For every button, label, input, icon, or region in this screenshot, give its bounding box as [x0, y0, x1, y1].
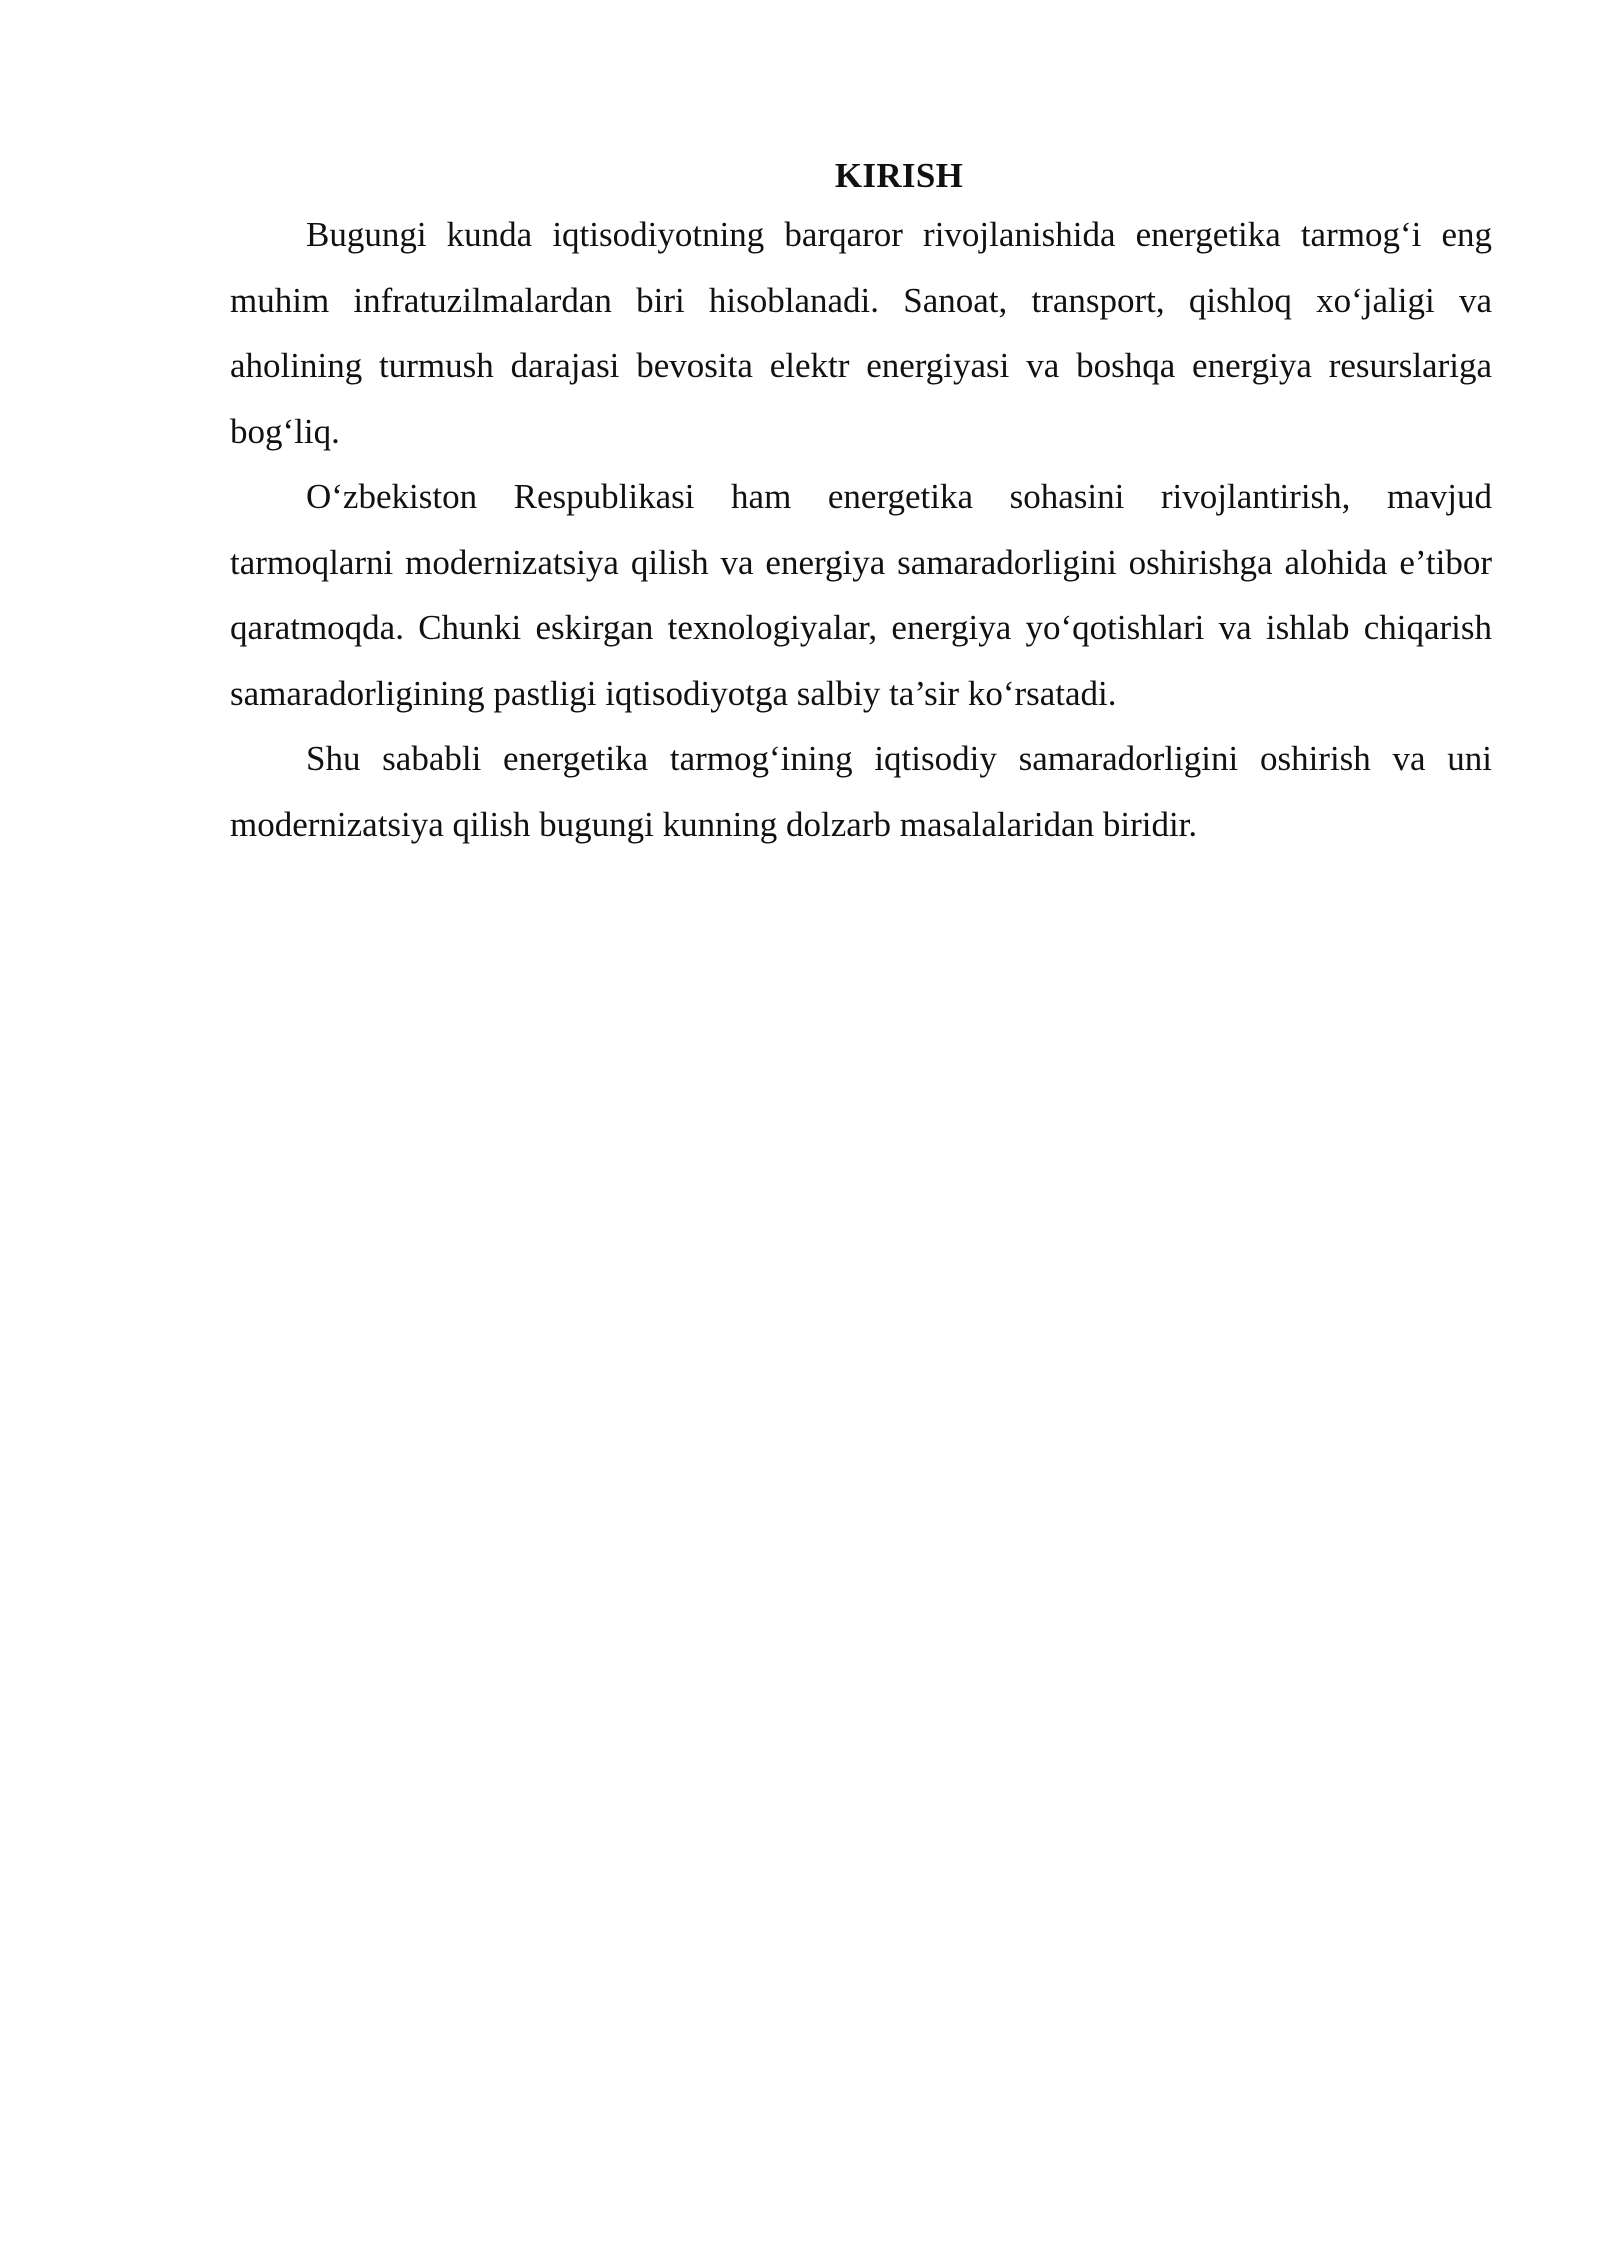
paragraph-1: Bugungi kunda iqtisodiyotning barqaror rivojlanishida energetika tarmog‘i eng muhim infratuzilmalardan biri hisoblanadi. Sanoat, transport, qishloq xo‘jaligi va aholining turmush darajasi bevosita elektr energiyasi va boshqa energiya resurslariga bog‘liq. — [230, 215, 1492, 451]
document-body — [230, 150, 1492, 857]
paragraph-2: O‘zbekiston Respublikasi ham energetika sohasini rivojlantirish, mavjud tarmoqlarni modernizatsiya qilish va energiya samaradorligini oshirishga alohida e’tibor qaratmoqda. Chunki eskirgan texnologiyalar, energiya yo‘qotishlari va ishlab chiqarish samaradorligining pastligi iqtisodiyotga salbiy ta’sir ko‘rsatadi. — [230, 477, 1492, 713]
paragraph-3: Shu sababli energetika tarmog‘ining iqtisodiy samaradorligini oshirish va uni modernizatsiya qilish bugungi kunning dolzarb masalalaridan biridir. — [230, 739, 1492, 844]
section-heading: KIRISH — [834, 156, 964, 195]
